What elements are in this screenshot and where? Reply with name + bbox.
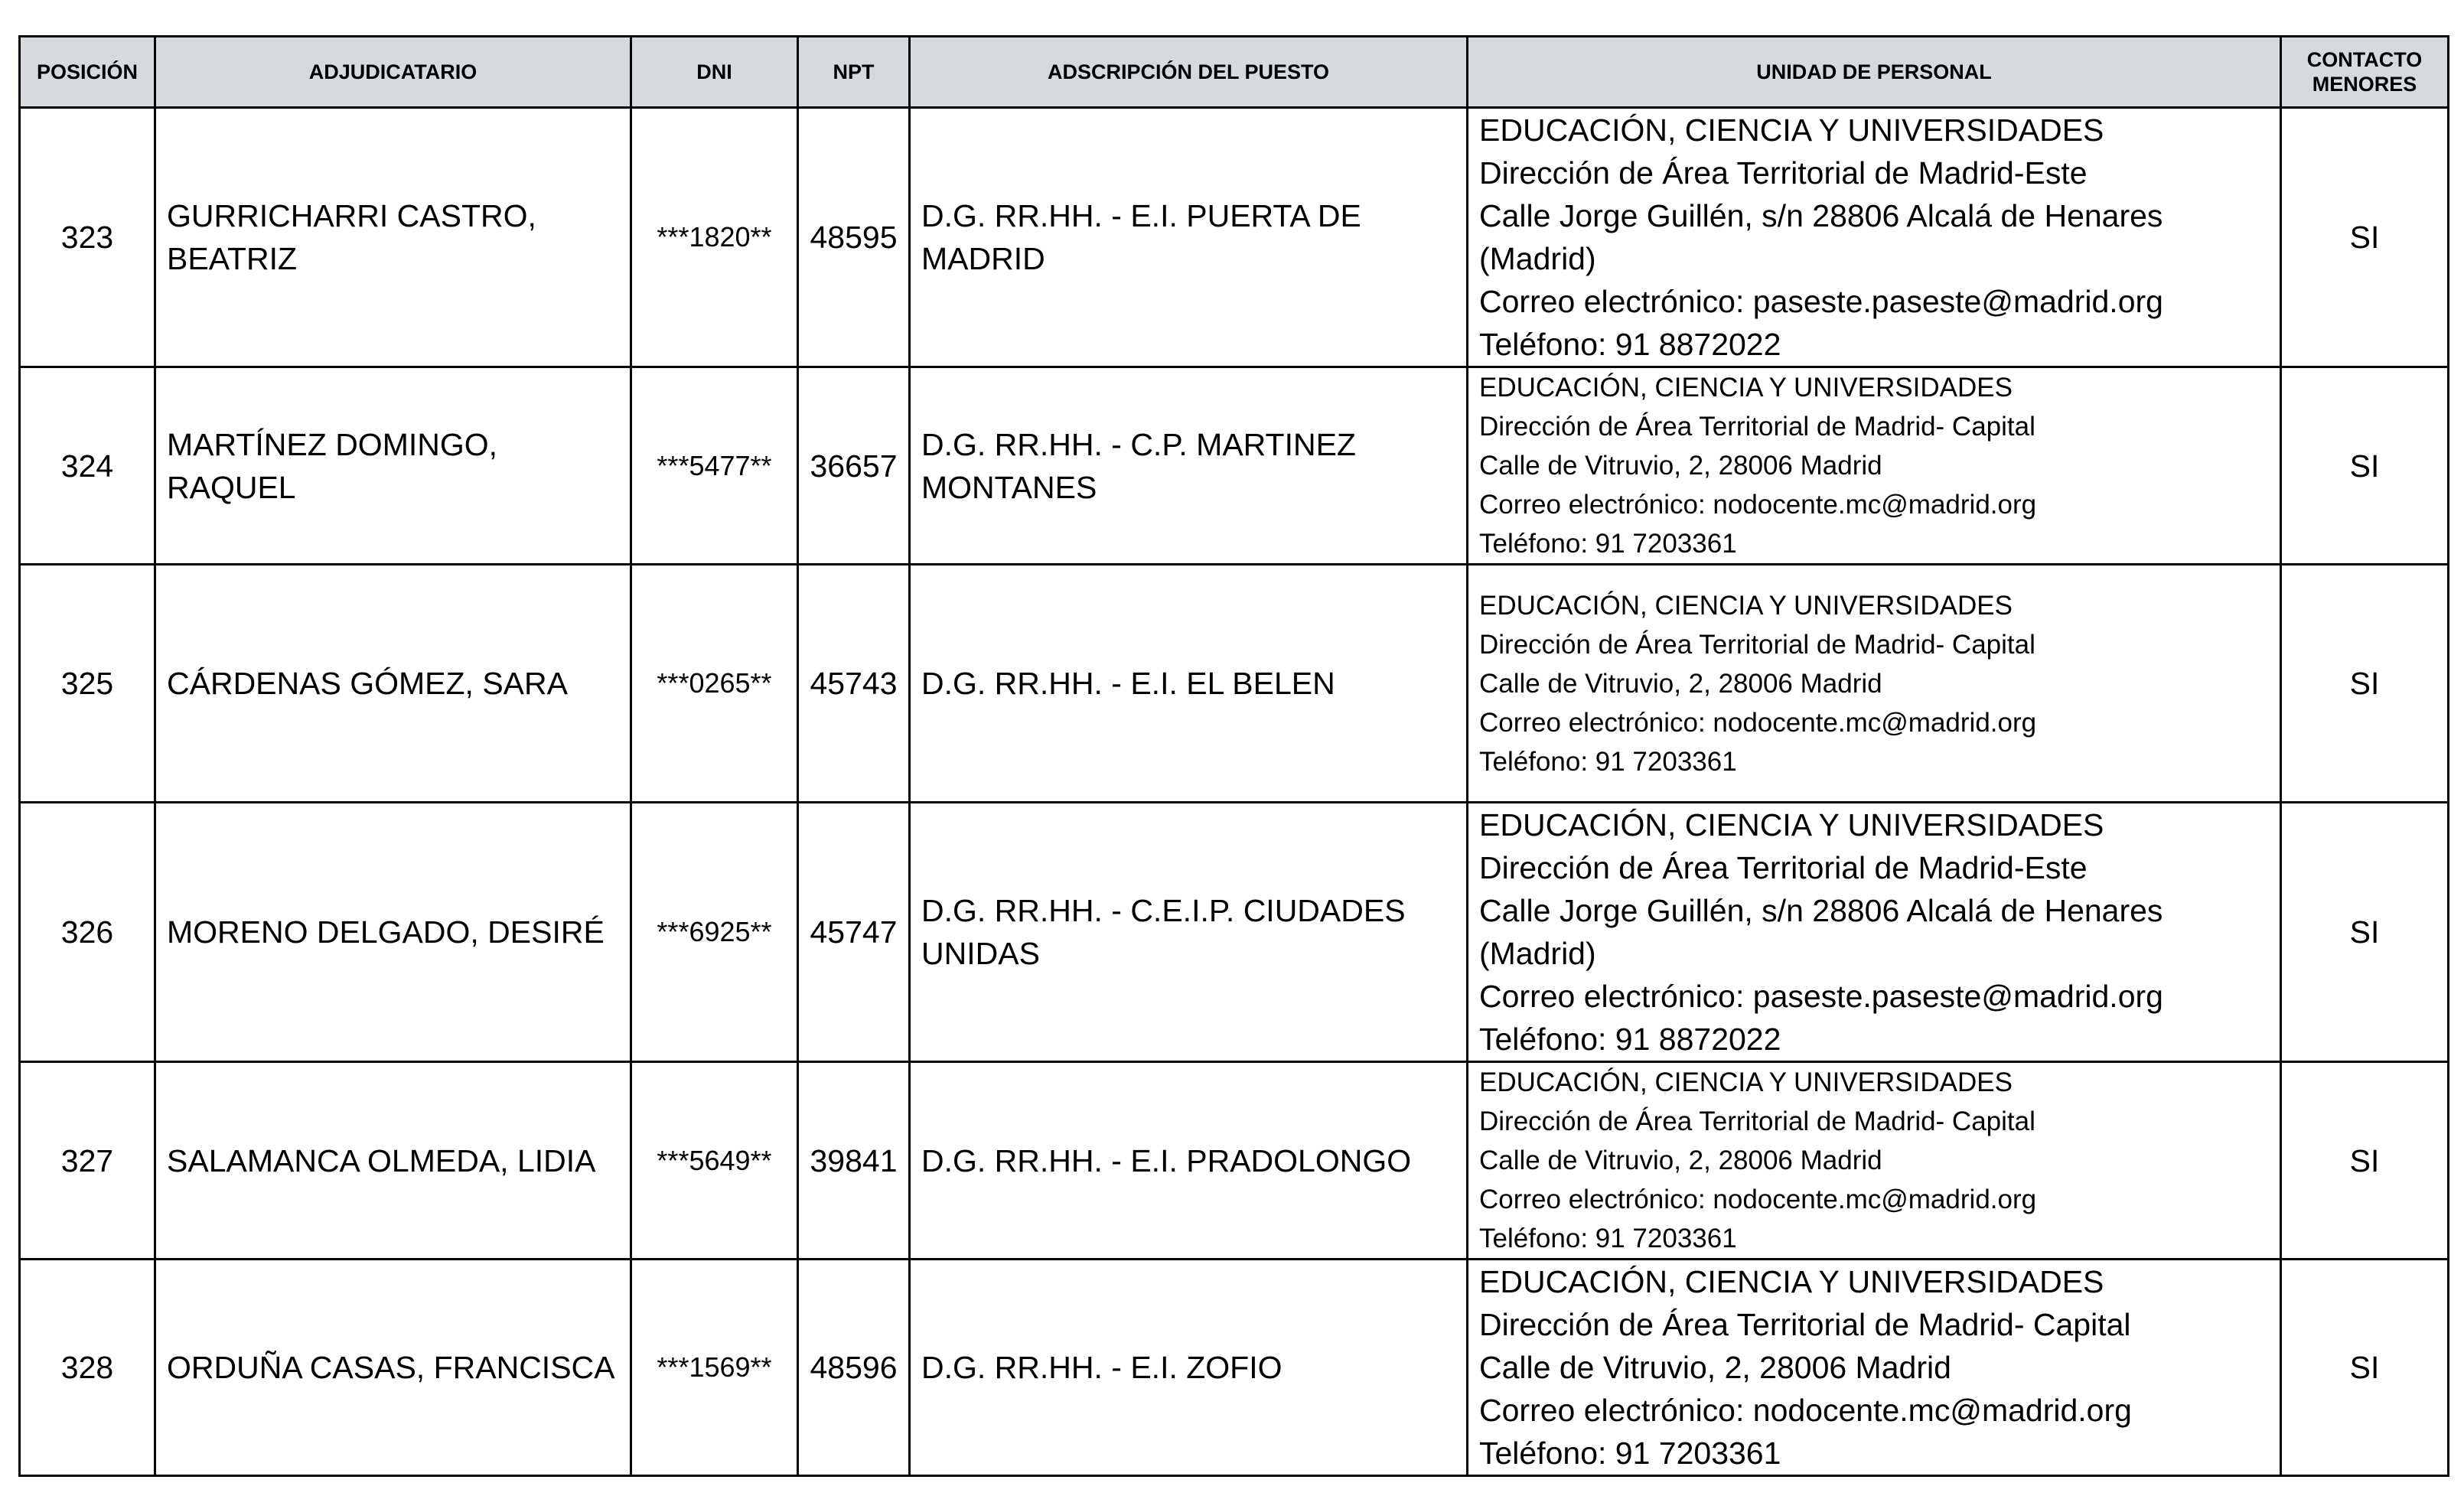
unidad-line: Correo electrónico: nodocente.mc@madrid.org	[1479, 707, 2037, 738]
posicion-cell: 326	[20, 803, 155, 1062]
table-row	[20, 367, 2449, 565]
adjudicatario-line: MARTÍNEZ DOMINGO, RAQUEL	[167, 426, 498, 505]
unidad-line: Calle de Vitruvio, 2, 28006 Madrid	[1479, 1146, 1882, 1175]
unidad-line: Dirección de Área Territorial de Madrid- Capital	[1479, 1106, 2035, 1136]
adjudicatario-cell	[155, 1062, 631, 1260]
unidad-line: Dirección de Área Territorial de Madrid-Este	[1479, 155, 2088, 191]
npt-cell: 48595	[798, 108, 910, 367]
unidad-line: Correo electrónico: nodocente.mc@madrid.org	[1479, 1393, 2132, 1428]
adjudicatario-cell	[155, 565, 631, 803]
header-contacto-line2: MENORES	[2312, 73, 2417, 96]
unidad-line: Correo electrónico: nodocente.mc@madrid.org	[1479, 490, 2037, 520]
unidad-line: (Madrid)	[1479, 936, 1596, 971]
adjudicatario-cell	[155, 803, 631, 1062]
unidad-line: (Madrid)	[1479, 241, 1596, 276]
adscripcion-line: D.G. RR.HH. - E.I. PRADOLONGO	[921, 1142, 1412, 1178]
table-row	[20, 108, 2449, 367]
unidad-line: Calle de Vitruvio, 2, 28006 Madrid	[1479, 1350, 1951, 1385]
adjudicatario-line: ORDUÑA CASAS, FRANCISCA	[167, 1350, 615, 1385]
contacto-cell: SI	[2281, 1260, 2449, 1476]
posicion-cell: 328	[20, 1260, 155, 1476]
adjudicatario-line: BEATRIZ	[167, 241, 298, 276]
adscripcion-line: UNIDAS	[921, 936, 1040, 971]
table-row	[20, 1062, 2449, 1260]
header-adjudicatario: ADJUDICATARIO	[155, 37, 631, 108]
adscripcion-line: MADRID	[921, 241, 1045, 276]
posicion-cell: 325	[20, 565, 155, 803]
dni-cell: ***5477**	[631, 367, 798, 565]
unidad-line: Correo electrónico: nodocente.mc@madrid.org	[1479, 1185, 2037, 1214]
npt-cell: 48596	[798, 1260, 910, 1476]
unidad-line: Teléfono: 91 8872022	[1479, 327, 1781, 362]
unidad-line: Calle Jorge Guillén, s/n 28806 Alcalá de Henares	[1479, 893, 2163, 928]
unidad-cell	[1468, 367, 2281, 565]
header-row	[20, 37, 2449, 108]
npt-cell: 36657	[798, 367, 910, 565]
adscripcion-cell	[910, 1062, 1468, 1260]
unidad-line: Calle Jorge Guillén, s/n 28806 Alcalá de Henares	[1479, 198, 2163, 233]
unidad-cell	[1468, 565, 2281, 803]
unidad-line: Calle de Vitruvio, 2, 28006 Madrid	[1479, 451, 1882, 481]
unidad-cell	[1468, 1062, 2281, 1260]
header-dni: DNI	[631, 37, 798, 108]
unidad-line: EDUCACIÓN, CIENCIA Y UNIVERSIDADES	[1479, 1264, 2104, 1299]
adjudicatario-cell	[155, 1260, 631, 1476]
adscripcion-cell	[910, 1260, 1468, 1476]
unidad-line: EDUCACIÓN, CIENCIA Y UNIVERSIDADES	[1479, 807, 2104, 842]
unidad-line: Correo electrónico: paseste.paseste@madrid.org	[1479, 979, 2163, 1014]
header-contacto-line1: CONTACTO	[2306, 47, 2423, 71]
npt-cell: 45747	[798, 803, 910, 1062]
adjudicatario-line: MORENO DELGADO, DESIRÉ	[167, 914, 605, 950]
npt-cell: 45743	[798, 565, 910, 803]
adjudication-table	[18, 35, 2449, 1477]
adjudicatario-cell	[155, 367, 631, 565]
unidad-line: Teléfono: 91 7203361	[1479, 746, 1737, 777]
unidad-line: EDUCACIÓN, CIENCIA Y UNIVERSIDADES	[1479, 373, 2013, 403]
header-adscripcion: ADSCRIPCIÓN DEL PUESTO	[910, 37, 1468, 108]
adscripcion-cell	[910, 367, 1468, 565]
adscripcion-line: D.G. RR.HH. - C.E.I.P. CIUDADES	[921, 893, 1406, 928]
dni-cell: ***5649**	[631, 1062, 798, 1260]
contacto-cell: SI	[2281, 108, 2449, 367]
unidad-line: Correo electrónico: paseste.paseste@madrid.org	[1479, 284, 2163, 319]
unidad-line: Calle de Vitruvio, 2, 28006 Madrid	[1479, 668, 1882, 699]
unidad-line: EDUCACIÓN, CIENCIA Y UNIVERSIDADES	[1479, 112, 2104, 148]
adjudicatario-line: SALAMANCA OLMEDA, LIDIA	[167, 1142, 596, 1178]
adscripcion-cell	[910, 108, 1468, 367]
posicion-cell: 323	[20, 108, 155, 367]
adscripcion-line: MONTANES	[921, 469, 1097, 505]
dni-cell: ***6925**	[631, 803, 798, 1062]
table-row	[20, 565, 2449, 803]
unidad-line: EDUCACIÓN, CIENCIA Y UNIVERSIDADES	[1479, 590, 2013, 621]
adscripcion-cell	[910, 803, 1468, 1062]
adjudicatario-line: GURRICHARRI CASTRO,	[167, 198, 536, 233]
header-npt: NPT	[798, 37, 910, 108]
contacto-cell: SI	[2281, 565, 2449, 803]
header-contacto-menores	[2281, 37, 2449, 108]
adjudicatario-line: CÁRDENAS GÓMEZ, SARA	[167, 666, 568, 701]
header-unidad: UNIDAD DE PERSONAL	[1468, 37, 2281, 108]
npt-cell: 39841	[798, 1062, 910, 1260]
unidad-line: Teléfono: 91 7203361	[1479, 1436, 1781, 1471]
unidad-cell	[1468, 1260, 2281, 1476]
adscripcion-line: D.G. RR.HH. - C.P. MARTINEZ	[921, 426, 1356, 462]
unidad-cell	[1468, 803, 2281, 1062]
unidad-cell	[1468, 108, 2281, 367]
unidad-line: Teléfono: 91 8872022	[1479, 1022, 1781, 1057]
unidad-line: Dirección de Área Territorial de Madrid- Capital	[1479, 1307, 2131, 1342]
adscripcion-cell	[910, 565, 1468, 803]
unidad-line: Teléfono: 91 7203361	[1479, 1224, 1737, 1253]
adscripcion-line: D.G. RR.HH. - E.I. ZOFIO	[921, 1350, 1283, 1385]
unidad-line: Dirección de Área Territorial de Madrid-Este	[1479, 850, 2088, 885]
header-posicion: POSICIÓN	[20, 37, 155, 108]
adscripcion-line: D.G. RR.HH. - E.I. EL BELEN	[921, 666, 1335, 701]
contacto-cell: SI	[2281, 1062, 2449, 1260]
table-row	[20, 803, 2449, 1062]
adjudicatario-cell	[155, 108, 631, 367]
unidad-line: Teléfono: 91 7203361	[1479, 529, 1737, 559]
adscripcion-line: D.G. RR.HH. - E.I. PUERTA DE	[921, 198, 1361, 233]
dni-cell: ***0265**	[631, 565, 798, 803]
table-row	[20, 1260, 2449, 1476]
posicion-cell: 327	[20, 1062, 155, 1260]
contacto-cell: SI	[2281, 367, 2449, 565]
contacto-cell: SI	[2281, 803, 2449, 1062]
unidad-line: EDUCACIÓN, CIENCIA Y UNIVERSIDADES	[1479, 1067, 2013, 1097]
unidad-line: Dirección de Área Territorial de Madrid- Capital	[1479, 629, 2035, 660]
posicion-cell: 324	[20, 367, 155, 565]
unidad-line: Dirección de Área Territorial de Madrid- Capital	[1479, 412, 2035, 442]
dni-cell: ***1820**	[631, 108, 798, 367]
dni-cell: ***1569**	[631, 1260, 798, 1476]
